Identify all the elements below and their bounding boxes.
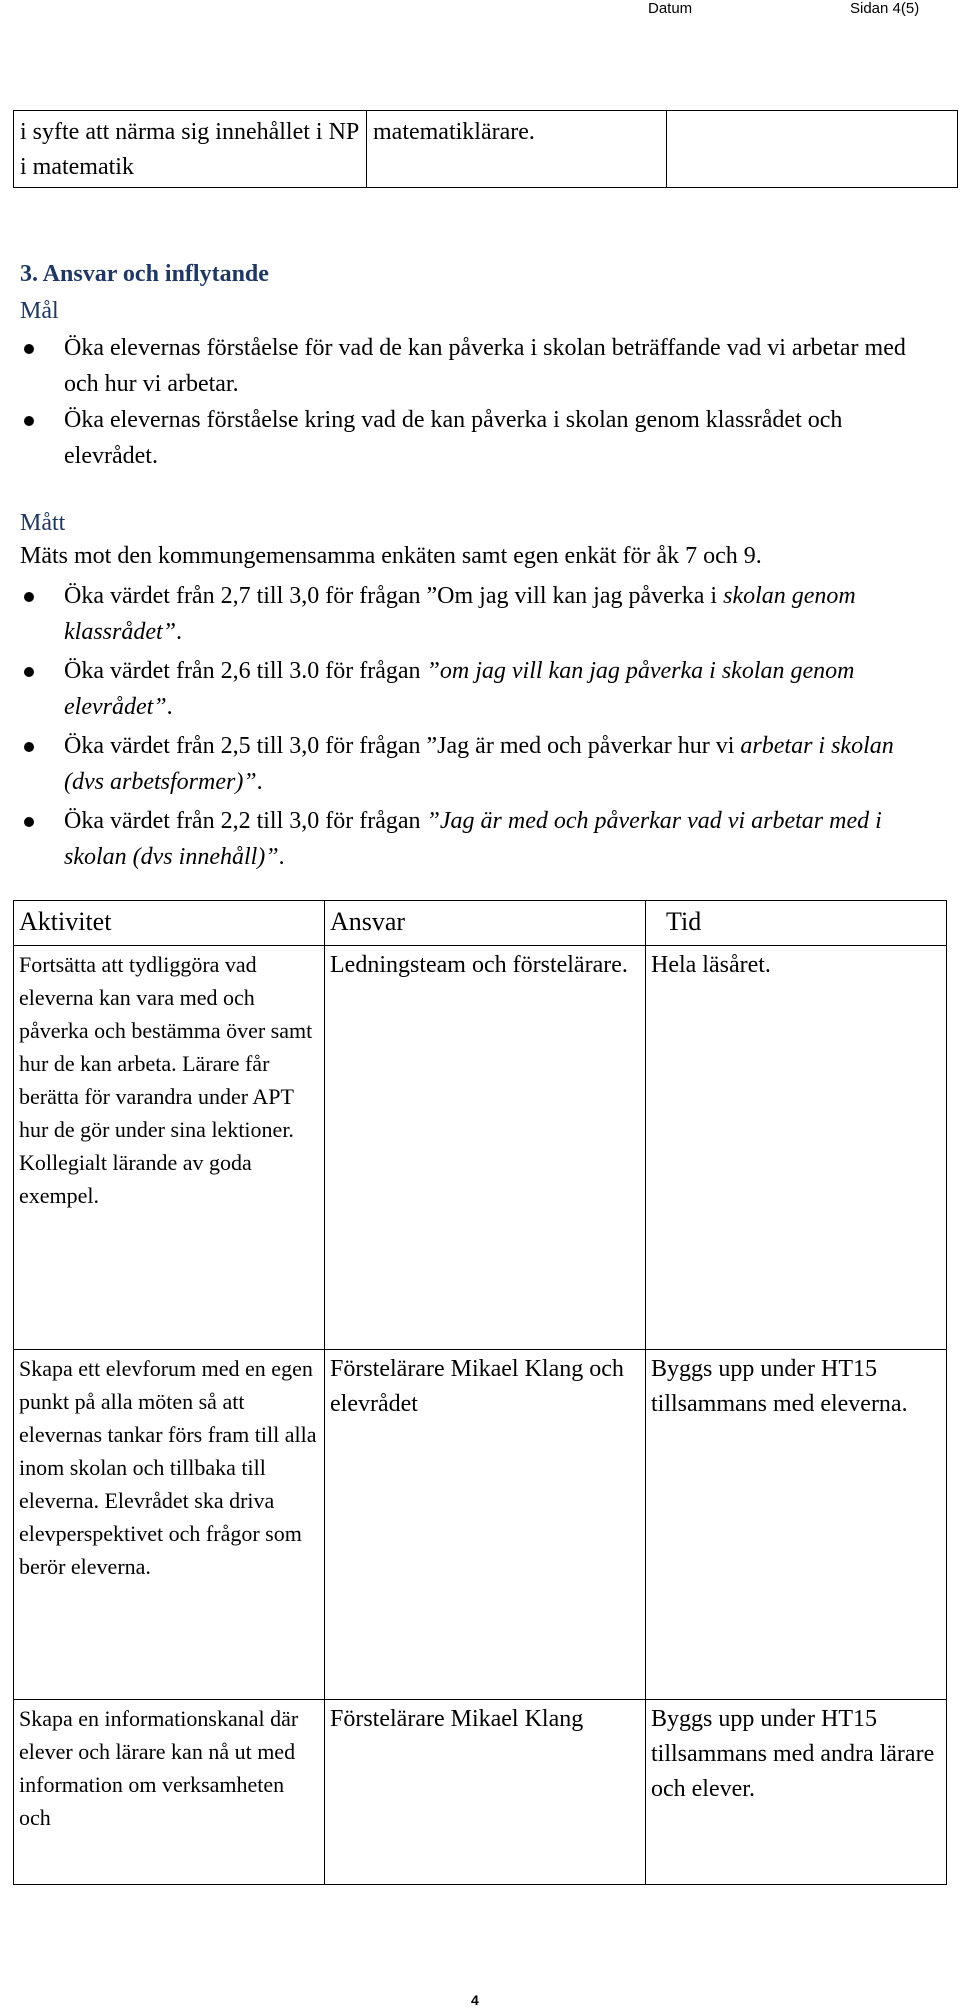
responsible-cell: Ledningsteam och förstelärare. [325,946,646,1350]
list-item [20,330,930,402]
item-prefix: Öka värdet från 2,7 till 3,0 för frågan [64,583,427,609]
table-cell: i syfte att närma sig innehållet i NP i matematik [14,111,367,188]
item-prefix: Öka värdet från 2,5 till 3,0 för frågan [64,733,427,759]
table-row [14,1350,947,1700]
list-item [20,578,930,650]
responsible-cell: Förstelärare Mikael Klang [325,1700,646,1885]
page-number: 4 [471,1992,479,2008]
bullet-icon [24,817,34,827]
column-header-activity: Aktivitet [14,901,325,946]
measure-list [20,578,930,878]
item-suffix: . [256,769,263,795]
table-row [14,111,958,188]
activity-cell: Skapa ett elevforum med en egen punkt på alla möten så att elevernas tankar förs fram till alla inom skolan och tillbaka till eleverna. Elevrådet ska driva elevperspektivet och frågor som berör eleverna. [14,1350,325,1700]
continuation-table [13,110,958,188]
goal-list [20,330,930,474]
list-item [20,803,930,875]
measure-label: Mått [20,510,66,536]
table-header-row [14,901,947,946]
column-header-responsible: Ansvar [325,901,646,946]
item-prefix: Öka värdet från 2,6 till 3.0 för frågan [64,658,427,684]
header-date-label: Datum [648,0,693,17]
list-item-text: Öka elevernas förståelse kring vad de kan påverka i skolan genom klassrådet och elevrådet. [64,407,843,469]
item-quote: ”Jag är med och påverkar hur vi [426,733,741,759]
list-item [20,653,930,725]
item-prefix: Öka värdet från 2,2 till 3,0 för frågan [64,808,427,834]
table-row [14,1700,947,1885]
activity-table [13,900,947,1885]
column-header-time: Tid [646,901,947,946]
item-italic: skolan genom klassrådet” [64,583,856,645]
time-cell: Hela läsåret. [646,946,947,1350]
measure-intro: Mäts mot den kommungemensamma enkäten samt egen enkät för åk 7 och 9. [20,543,762,569]
table-row [14,946,947,1350]
activity-cell: Skapa en informationskanal där elever och lärare kan nå ut med information om verksamheten och [14,1700,325,1885]
responsible-cell: Förstelärare Mikael Klang och elevrådet [325,1350,646,1700]
table-cell: matematiklärare. [367,111,667,188]
item-suffix: . [176,619,183,645]
list-item-text: Öka elevernas förståelse för vad de kan påverka i skolan beträffande vad vi arbetar med och hur vi arbetar. [64,335,906,397]
item-suffix: . [166,694,173,720]
item-italic: ”Jag är med och påverkar vad vi arbetar med i skolan (dvs innehåll)” [64,808,882,870]
time-cell: Byggs upp under HT15 tillsammans med andra lärare och elever. [646,1700,947,1885]
item-quote: ”Om jag vill kan jag påverka i [426,583,724,609]
list-item [20,728,930,800]
table-cell [667,111,958,188]
bullet-icon [24,667,34,677]
activity-cell: Fortsätta att tydliggöra vad eleverna kan vara med och påverka och bestämma över samt hur de kan arbeta. Lärare får berätta för varandra under APT hur de gör under sina lektioner. Kollegialt lärande av goda exempel. [14,946,325,1350]
item-italic: ”om jag vill kan jag påverka i skolan genom elevrådet” [64,658,855,720]
item-suffix: . [278,844,285,870]
header-page-label: Sidan 4(5) [850,0,920,17]
time-cell: Byggs upp under HT15 tillsammans med eleverna. [646,1350,947,1700]
bullet-icon [24,344,34,354]
section-heading: 3. Ansvar och inflytande [20,261,269,287]
bullet-icon [24,742,34,752]
list-item [20,402,930,474]
bullet-icon [24,416,34,426]
bullet-icon [24,592,34,602]
item-italic: arbetar i skolan (dvs arbetsformer)” [64,733,894,795]
goal-label: Mål [20,298,59,324]
